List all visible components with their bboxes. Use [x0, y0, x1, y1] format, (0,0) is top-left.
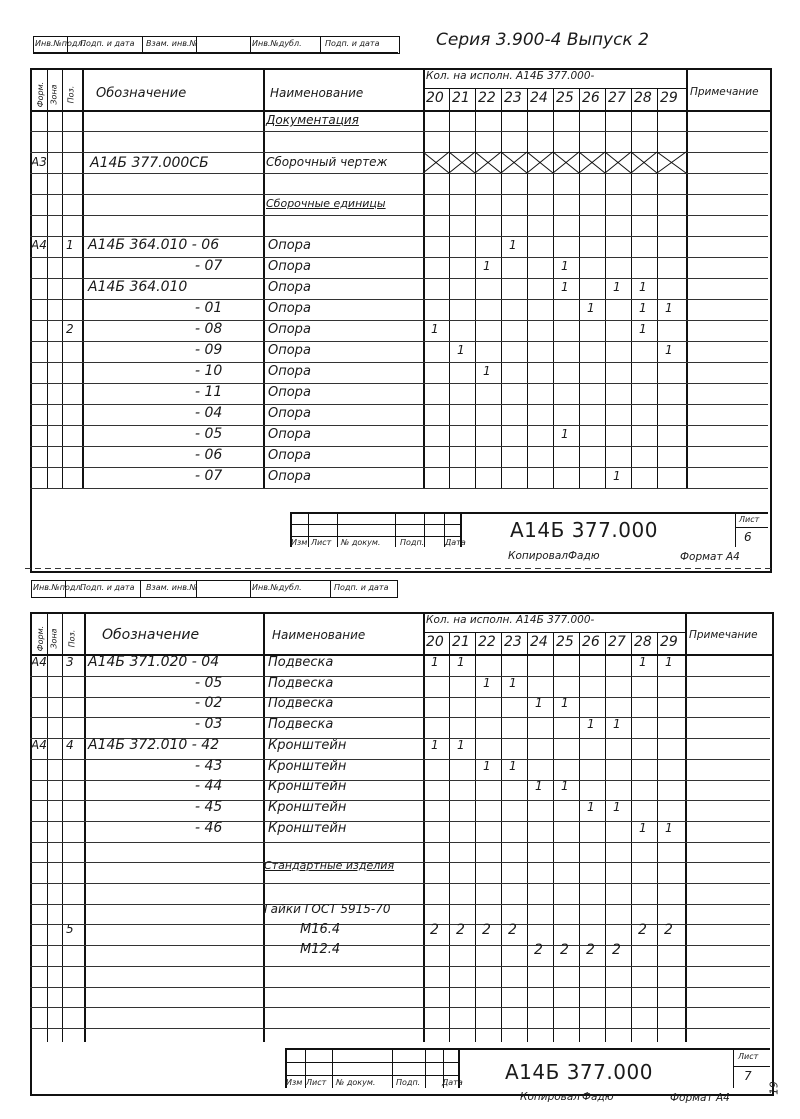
col-zone: Зона [49, 84, 59, 105]
row-designation: А14Б 364.010 - 06 [88, 237, 220, 253]
assembly-name: Сборочный чертеж [266, 155, 388, 169]
copied-signature: Фадю [582, 1091, 614, 1103]
sheet-number: 7 [744, 1069, 752, 1083]
qty-cell: 1 [561, 280, 569, 294]
row-pos: 3 [66, 655, 74, 669]
col-qty-title: Кол. на исполн. А14Б 377.000- [426, 70, 595, 82]
row-pos: 2 [66, 322, 74, 336]
variant-header: 25 [556, 634, 574, 650]
variant-header: 26 [582, 90, 600, 106]
qty-cell: 2 [560, 942, 569, 958]
margin-code: 19 [768, 1081, 781, 1095]
tb-label: Подп. [400, 538, 425, 547]
qty-cell: 1 [561, 427, 569, 441]
row-designation: - 46 [195, 819, 223, 836]
col-designation: Обозначение [96, 86, 187, 101]
stamp-cell: Взам. инв.№ [146, 39, 198, 48]
section-standard-items: Стандартные изделия [264, 859, 395, 872]
qty-cell: 1 [639, 322, 647, 336]
row-name: Опора [268, 406, 311, 421]
variant-header: 22 [478, 90, 496, 106]
assembly-form: А3 [31, 155, 47, 169]
variant-header: 24 [530, 634, 548, 650]
stamp-cell: Подп. и дата [325, 39, 380, 48]
format: Формат А4 [670, 1092, 730, 1104]
qty-cell: 2 [430, 922, 439, 938]
row-designation: - 44 [195, 778, 223, 795]
row-designation: - 07 [195, 258, 223, 274]
stamp-cell: Подп. и дата [334, 583, 389, 592]
qty-cell: 1 [665, 301, 673, 315]
nuts-title: Гайки ГОСТ 5915-70 [264, 902, 391, 916]
format: Формат А4 [680, 551, 740, 563]
tb-label: Изм [286, 1078, 303, 1087]
row-name: Опора [268, 322, 311, 337]
qty-cell: 2 [456, 922, 465, 938]
section-documentation: Документация [266, 113, 359, 127]
qty-cell: 1 [613, 717, 621, 732]
copied-by: Копировал [520, 1091, 580, 1103]
row-designation: - 05 [195, 426, 223, 442]
row-designation: - 04 [195, 405, 223, 421]
tb-label: Лист [306, 1078, 327, 1087]
row-name: Опора [268, 259, 311, 274]
row-name: Кронштейн [268, 820, 347, 836]
qty-cell: 1 [535, 779, 543, 794]
qty-cell: 2 [508, 922, 517, 938]
row-pos: 5 [66, 922, 74, 936]
row-name: Опора [268, 280, 311, 295]
qty-cell: 2 [664, 922, 673, 938]
qty-cell: 1 [639, 301, 647, 315]
qty-cell: 1 [457, 737, 465, 752]
row-designation: А14Б 371.020 - 04 [88, 654, 220, 670]
row-name: Опора [268, 427, 311, 442]
row-designation: - 09 [195, 342, 223, 358]
qty-cell: 1 [613, 469, 621, 483]
qty-cell: 1 [431, 737, 439, 752]
qty-cell: 1 [535, 696, 543, 711]
stamp-cell: Инв.№подл. [35, 39, 86, 48]
qty-cell: 1 [665, 343, 673, 357]
qty-cell: 1 [483, 259, 491, 273]
section-assembly-units: Сборочные единицы [266, 197, 386, 210]
qty-cell: 1 [509, 238, 517, 252]
sheet-number: 6 [744, 530, 752, 544]
row-designation: - 03 [195, 716, 223, 733]
row-designation: - 07 [195, 468, 223, 484]
qty-cell: 1 [431, 322, 439, 336]
col-note: Примечание [689, 629, 758, 641]
qty-cell: 2 [612, 942, 621, 958]
qty-cell: 1 [457, 655, 465, 669]
row-designation: - 11 [195, 384, 223, 400]
row-name: Кронштейн [268, 758, 347, 774]
copied-by: Копировал [508, 550, 568, 562]
tb-label: Лист [311, 538, 332, 547]
col-qty-title: Кол. на исполн. А14Б 377.000- [426, 614, 595, 626]
row-name: Кронштейн [268, 799, 347, 815]
qty-cell: 1 [639, 820, 647, 835]
row-name: Подвеска [268, 717, 334, 733]
qty-cell: 1 [483, 758, 491, 773]
qty-cell: 2 [638, 922, 647, 938]
qty-cell: 1 [457, 343, 465, 357]
tb-label: Изм [291, 538, 308, 547]
variant-header: 28 [634, 90, 652, 106]
qty-cell: 1 [561, 696, 569, 711]
row-designation: - 10 [195, 363, 223, 379]
qty-cell: 1 [509, 758, 517, 773]
stamp-cell: Подп. и дата [80, 39, 135, 48]
assembly-designation: А14Б 377.000СБ [90, 155, 209, 171]
row-name: Опора [268, 385, 311, 400]
col-form: Форм. [36, 81, 46, 108]
row-pos: 1 [66, 238, 74, 252]
sheet-label: Лист [739, 515, 760, 524]
qty-cell: 2 [534, 942, 543, 958]
variant-header: 27 [608, 90, 626, 106]
qty-cell: 1 [665, 820, 673, 835]
row-name: Опора [268, 238, 311, 253]
row-name: Подвеска [268, 696, 334, 712]
row-designation: - 02 [195, 695, 223, 712]
qty-cell: 1 [587, 717, 595, 732]
row-name: Кронштейн [268, 737, 347, 753]
row-name: Подвеска [268, 675, 334, 691]
variant-header: 20 [426, 90, 444, 106]
copied-signature: Фадю [568, 550, 600, 562]
variant-header: 23 [504, 634, 522, 650]
qty-cell: 1 [613, 799, 621, 814]
col-designation: Обозначение [102, 627, 200, 643]
sheet-label: Лист [738, 1052, 759, 1061]
col-name: Наименование [270, 86, 364, 100]
variant-header: 21 [452, 90, 470, 106]
qty-cell: 2 [482, 922, 491, 938]
variant-header: 26 [582, 634, 600, 650]
row-designation: - 45 [195, 798, 223, 815]
variant-header: 20 [426, 634, 444, 650]
col-zone: Зона [49, 628, 59, 649]
row-form: А4 [31, 737, 47, 752]
variant-header: 29 [660, 90, 678, 106]
qty-cell: 1 [431, 655, 439, 669]
row-name: Опора [268, 364, 311, 379]
qty-cell: 1 [483, 364, 491, 378]
qty-cell: 1 [587, 799, 595, 814]
row-name: Опора [268, 301, 311, 316]
col-pos: Поз. [66, 85, 76, 104]
row-name: Кронштейн [268, 779, 347, 795]
col-form: Форм. [36, 625, 46, 652]
qty-cell: 1 [561, 259, 569, 273]
stamp-cell: Подп. и дата [80, 583, 135, 592]
row-designation: - 06 [195, 447, 223, 463]
row-designation: - 05 [195, 674, 223, 691]
row-name: М12.4 [300, 942, 341, 957]
variant-header: 22 [478, 634, 496, 650]
col-name: Наименование [272, 628, 366, 642]
row-designation: А14Б 364.010 [88, 279, 188, 295]
col-note: Примечание [690, 86, 759, 98]
row-name: Подвеска [268, 655, 334, 670]
qty-cell: 1 [639, 655, 647, 669]
tb-label: Дата [442, 1078, 463, 1087]
row-name: Опора [268, 469, 311, 484]
doc-number: А14Б 377.000 [505, 1060, 653, 1084]
stamp-cell: Инв.№подл. [33, 583, 84, 592]
stamp-cell: Взам. инв.№ [146, 583, 198, 592]
qty-cell: 1 [639, 280, 647, 294]
series-header: Серия 3.900-4 Выпуск 2 [436, 30, 649, 50]
row-designation: - 43 [195, 757, 223, 774]
variant-header: 28 [634, 634, 652, 650]
row-designation: - 08 [195, 321, 223, 337]
row-name: Опора [268, 448, 311, 463]
row-designation: А14Б 372.010 - 42 [88, 736, 220, 753]
variant-header: 27 [608, 634, 626, 650]
qty-cell: 1 [613, 280, 621, 294]
tb-label: № докум. [336, 1078, 376, 1087]
stamp-cell: Инв.№дубл. [252, 583, 302, 592]
qty-cell: 2 [586, 942, 595, 958]
row-pos: 4 [66, 737, 74, 752]
doc-number: А14Б 377.000 [510, 518, 658, 542]
qty-cell: 1 [509, 675, 517, 690]
tb-label: № докум. [341, 538, 381, 547]
variant-header: 21 [452, 634, 470, 650]
qty-cell: 1 [587, 301, 595, 315]
qty-cell: 1 [483, 675, 491, 690]
tb-label: Дата [445, 538, 466, 547]
qty-cell: 1 [561, 779, 569, 794]
row-form: А4 [31, 238, 47, 252]
row-name: Опора [268, 343, 311, 358]
variant-header: 23 [504, 90, 522, 106]
variant-header: 24 [530, 90, 548, 106]
col-pos: Поз. [67, 629, 77, 648]
stamp-cell: Инв.№дубл. [252, 39, 302, 48]
row-form: А4 [31, 655, 47, 669]
tb-label: Подп. [396, 1078, 421, 1087]
qty-cell: 1 [665, 655, 673, 669]
variant-header: 25 [556, 90, 574, 106]
row-name: М16.4 [300, 922, 341, 937]
variant-header: 29 [660, 634, 678, 650]
row-designation: - 01 [195, 300, 223, 316]
